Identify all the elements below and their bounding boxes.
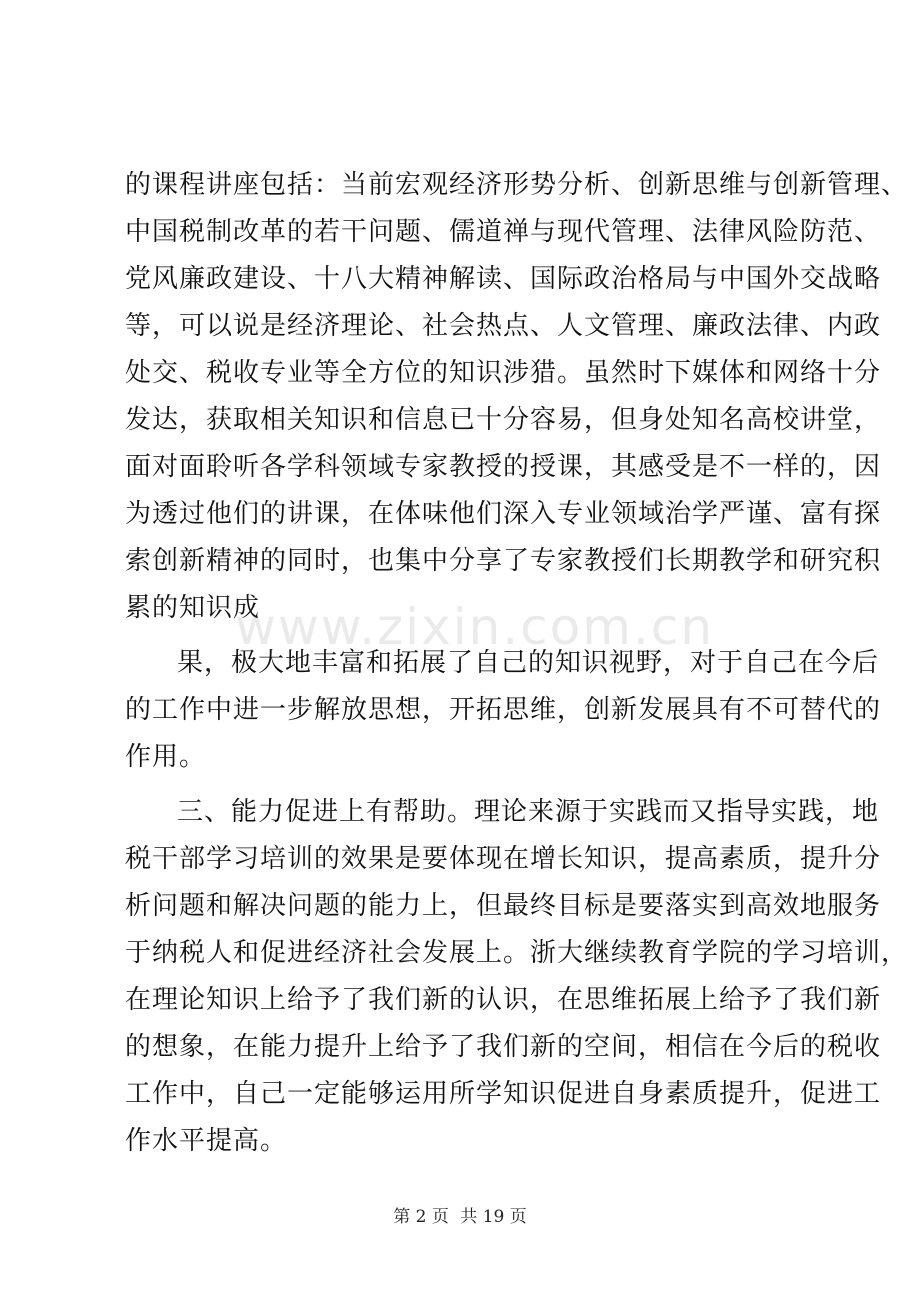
paragraph-line: 的课程讲座包括：当前宏观经济形势分析、创新思维与创新管理、 (125, 170, 909, 200)
paragraph-line: 处交、税收专业等全方位的知识涉猎。虽然时下媒体和网络十分 (125, 358, 882, 388)
page-number: 第 2 页 (393, 1207, 449, 1227)
paragraph-line: 作用。 (125, 742, 207, 772)
paragraph-line: 累的知识成 (125, 593, 261, 623)
paragraph-line: 的工作中进一步解放思想，开拓思维，创新发展具有不可替代的 (125, 695, 882, 725)
paragraph-line: 索创新精神的同时，也集中分享了专家教授们长期教学和研究积 (125, 546, 882, 576)
document-body (125, 162, 909, 1165)
paragraph-line: 发达，获取相关知识和信息已十分容易，但身处知名高校讲堂， (125, 405, 882, 435)
paragraph-line: 在理论知识上给予了我们新的认识，在思维拓展上给予了我们新 (125, 985, 882, 1015)
paragraph-line: 党风廉政建设、十八大精神解读、国际政治格局与中国外交战略 (125, 264, 882, 294)
paragraph-line: 税干部学习培训的效果是要体现在增长知识，提高素质，提升分 (125, 844, 882, 874)
paragraph-line: 面对面聆听各学科领域专家教授的授课，其感受是不一样的，因 (125, 452, 882, 482)
watermark: www.zixin.com.cn (235, 598, 715, 656)
paragraph-line: 于纳税人和促进经济社会发展上。浙大继续教育学院的学习培训， (125, 938, 909, 968)
page-total: 共 19 页 (460, 1207, 527, 1227)
paragraph-line: 作水平提高。 (125, 1126, 288, 1156)
paragraph-line: 工作中，自己一定能够运用所学知识促进自身素质提升，促进工 (125, 1079, 882, 1109)
paragraph-line: 的想象，在能力提升上给予了我们新的空间，相信在今后的税收 (125, 1032, 882, 1062)
paragraph-line: 果，极大地丰富和拓展了自己的知识视野，对于自己在今后 (177, 648, 880, 678)
page-footer (0, 1202, 920, 1227)
paragraph-line: 等，可以说是经济理论、社会热点、人文管理、廉政法律、内政 (125, 311, 882, 341)
paragraph-line: 为透过他们的讲课，在体味他们深入专业领域治学严谨、富有探 (125, 499, 882, 529)
paragraph-line: 中国税制改革的若干问题、儒道禅与现代管理、法律风险防范、 (125, 217, 882, 247)
paragraph-line: 析问题和解决问题的能力上，但最终目标是要落实到高效地服务 (125, 891, 882, 921)
paragraph-line: 三、能力促进上有帮助。理论来源于实践而又指导实践，地 (177, 797, 880, 827)
